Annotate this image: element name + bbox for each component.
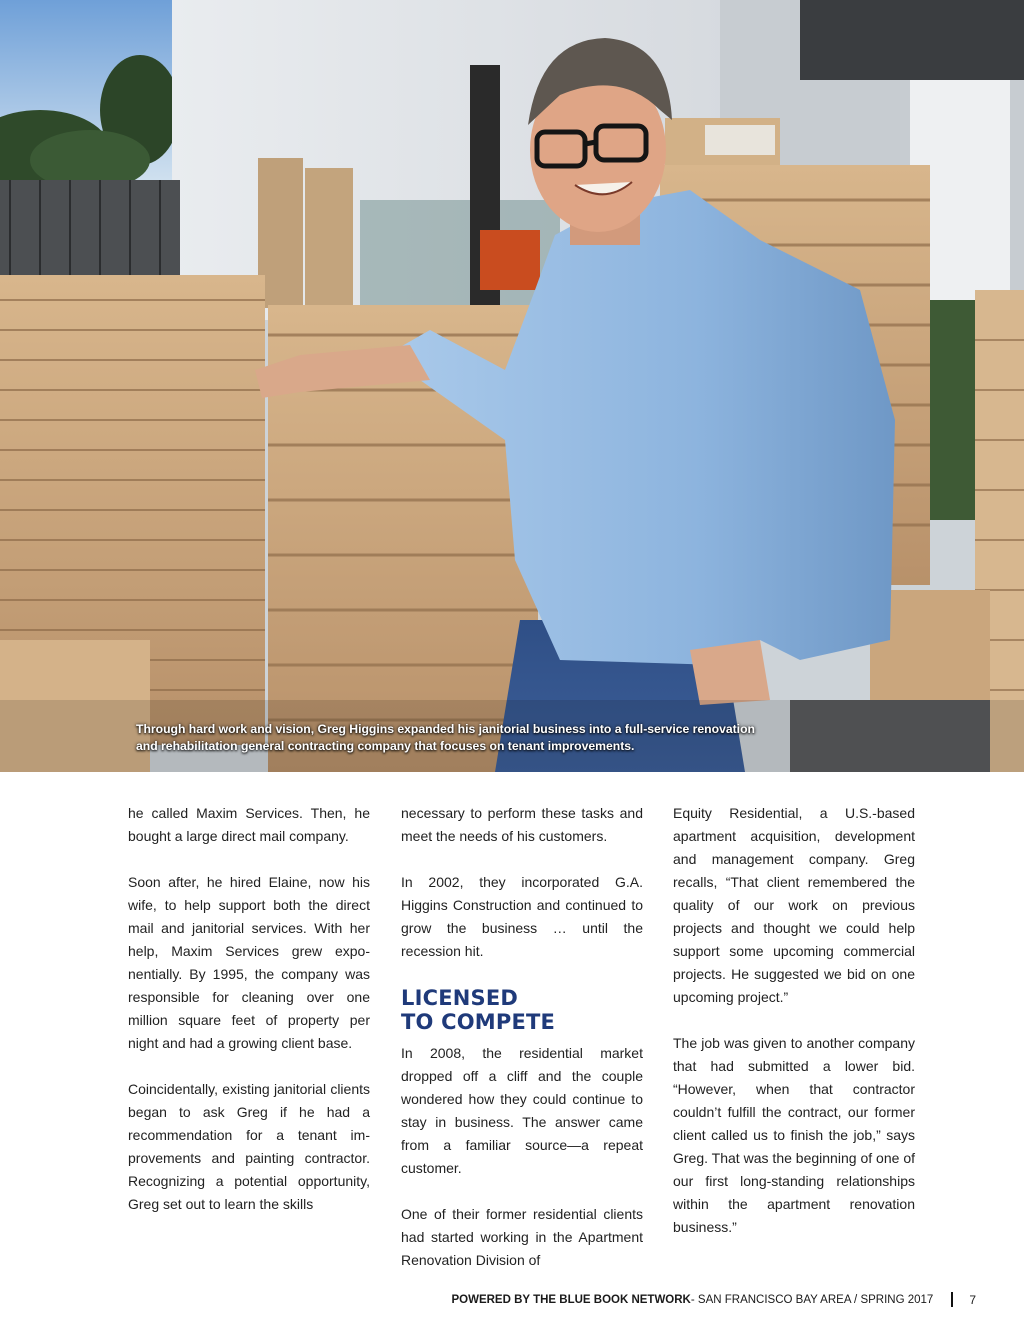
paragraph: he called Maxim Services. Then, he bought a large direct mail company. (128, 805, 370, 844)
section-subheading (401, 986, 643, 1034)
paragraph: In 2008, the residential market dropped off a cliff and the couple wondered how they could continue to stay in business. The answer came from a familiar source—a repeat customer. (401, 1045, 643, 1176)
subheading-line-2: TO COMPETE (401, 1010, 556, 1034)
paragraph: One of their former residential clients had started working in the Apartment Renovation Division of (401, 1206, 643, 1268)
paragraph: Equity Residential, a U.S.-based apartment acquisition, development and management company. Greg recalls, “That client remembered the quality of our work on previous projects and thought we could help support some upcoming commercial projects. He suggested we bid on one upcoming project.” (673, 805, 915, 1005)
paragraph: Soon after, he hired Elaine, now his wife, to help support both the direct mail and janitorial services. With her help, Maxim Services grew expo-nentially. By 1995, the company was responsible for cleaning over one million square feet of property per night and had a growing client base. (128, 874, 370, 1051)
footer-brand: POWERED BY THE BLUE BOOK NETWORK (451, 1293, 691, 1306)
footer-issue: - SAN FRANCISCO BAY AREA / SPRING 2017 (690, 1293, 934, 1306)
article-column-1 (128, 802, 370, 1216)
subheading-line-1: LICENSED (401, 986, 519, 1010)
footer-divider (951, 1292, 953, 1307)
paragraph: Coincidentally, existing janitorial clients began to ask Greg if he had a recommendation for a tenant im-provements and painting contractor. Recognizing a potential opportunity, Greg set out to learn the skills (128, 1081, 370, 1212)
caption-line-1: Through hard work and vision, Greg Higgins expanded his janitorial business into a full-service renovation (136, 722, 755, 736)
page-footer (451, 1292, 976, 1307)
page-number: 7 (969, 1292, 976, 1307)
paragraph: In 2002, they incorporated G.A. Higgins Construction and continued to grow the business … until the recession hit. (401, 874, 643, 959)
article-column-3 (673, 802, 915, 1239)
photo-caption (136, 721, 796, 755)
caption-line-2: and rehabilitation general contracting company that focuses on tenant improvements. (136, 739, 635, 753)
article-column-2 (401, 802, 643, 1272)
paragraph: necessary to perform these tasks and meet the needs of his customers. (401, 805, 643, 844)
paragraph: The job was given to another company that had submitted a lower bid. “However, when that contractor couldn’t fulfill the contract, our former client called us to finish the job,” says Greg. That was the beginning of one of our first long-standing relationships within the apartment renovation business.” (673, 1035, 915, 1235)
